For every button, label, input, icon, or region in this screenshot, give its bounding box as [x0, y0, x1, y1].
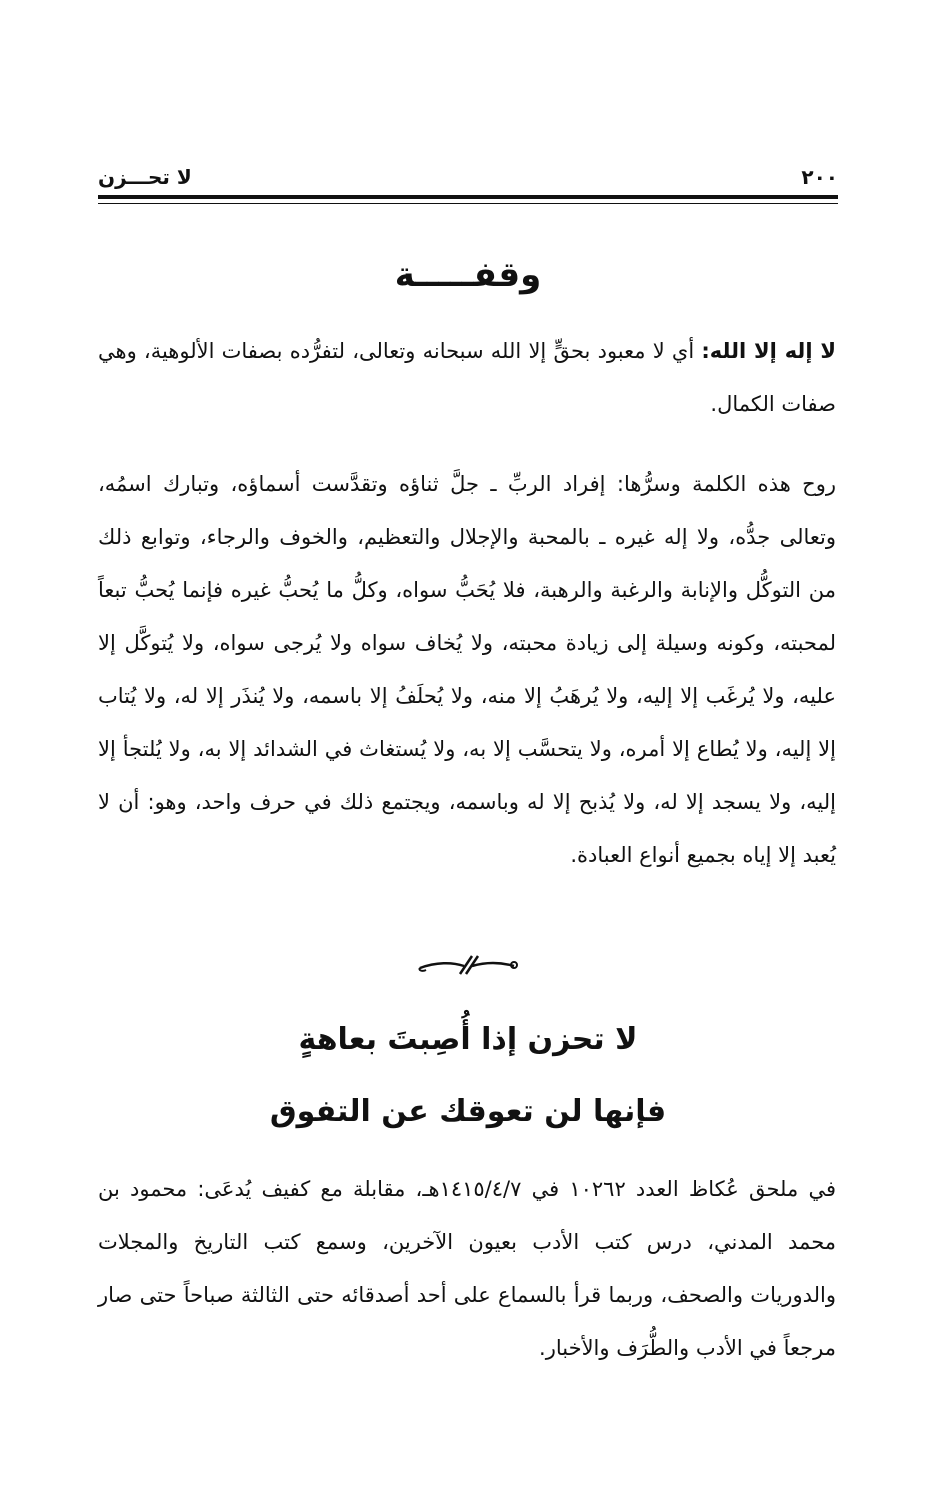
chapter-heading-line2: فإنها لن تعوقك عن التفوق — [269, 1094, 667, 1129]
page-number: ٢٠٠ — [801, 165, 838, 189]
lead-term: لا إله إلا الله: — [701, 339, 837, 363]
paragraph-definition — [98, 325, 836, 431]
paragraph-definition-text: أي لا معبود بحقٍّ إلا الله سبحانه وتعالى، لتفرُّده بصفات الألوهية، وهي صفات الكمال. — [98, 339, 836, 416]
header-rule-thin — [98, 203, 838, 204]
header-rule-thick — [98, 195, 838, 199]
paragraph-story: في ملحق عُكاظ العدد ١٠٢٦٢ في ١٤١٥/٤/٧هـ، مقابلة مع كفيف يُدعَى: محمود بن محمد المدني، درس كتب الأدب بعيون الآخرين، وسمع كتب التاريخ والمجلات والدوريات والصحف، وربما قرأ بالسماع على أحد أصدقائه حتى الثالثة صباحاً حتى صار مرجعاً في الأدب والطُّرَف والأخبار. — [98, 1177, 836, 1360]
section-heading: وقفـــــة — [394, 255, 542, 295]
running-header — [98, 165, 838, 193]
running-book-title: لا تحـــزن — [98, 165, 192, 189]
ornament-divider-icon — [416, 950, 520, 980]
chapter-heading-line1: لا تحزن إذا أُصِبتَ بعاهةٍ — [298, 1022, 638, 1057]
paragraph-essence: روح هذه الكلمة وسرُّها: إفراد الربِّ ـ جلَّ ثناؤه وتقدَّست أسماؤه، وتبارك اسمُه، وتعالى جدُّه، ولا إله غيره ـ بالمحبة والإجلال والتعظيم، والخوف والرجاء، وتوابع ذلك من التوكُّل والإنابة والرغبة والرهبة، فلا يُحَبُّ سواه، وكلُّ ما يُحبُّ غيره فإنما يُحبُّ تبعاً لمحبته، وكونه وسيلة إلى زيادة محبته، ولا يُخاف سواه ولا يُرجى سواه، ولا يُتوكَّل إلا عليه، ولا يُرغَب إلا إليه، ولا يُرهَبُ إلا منه، ولا يُحلَفُ إلا باسمه، ولا يُنذَر إلا له، ولا يُتاب إلا إليه، ولا يُطاع إلا أمره، ولا يتحسَّب إلا به، ولا يُستغاث في الشدائد إلا به، ولا يُلتجأ إلا إليه، ولا يسجد إلا له، ولا يُذبح إلا له وباسمه، ويجتمع ذلك في حرف واحد، وهو: أن لا يُعبد إلا إياه بجميع أنواع العبادة. — [98, 472, 836, 867]
